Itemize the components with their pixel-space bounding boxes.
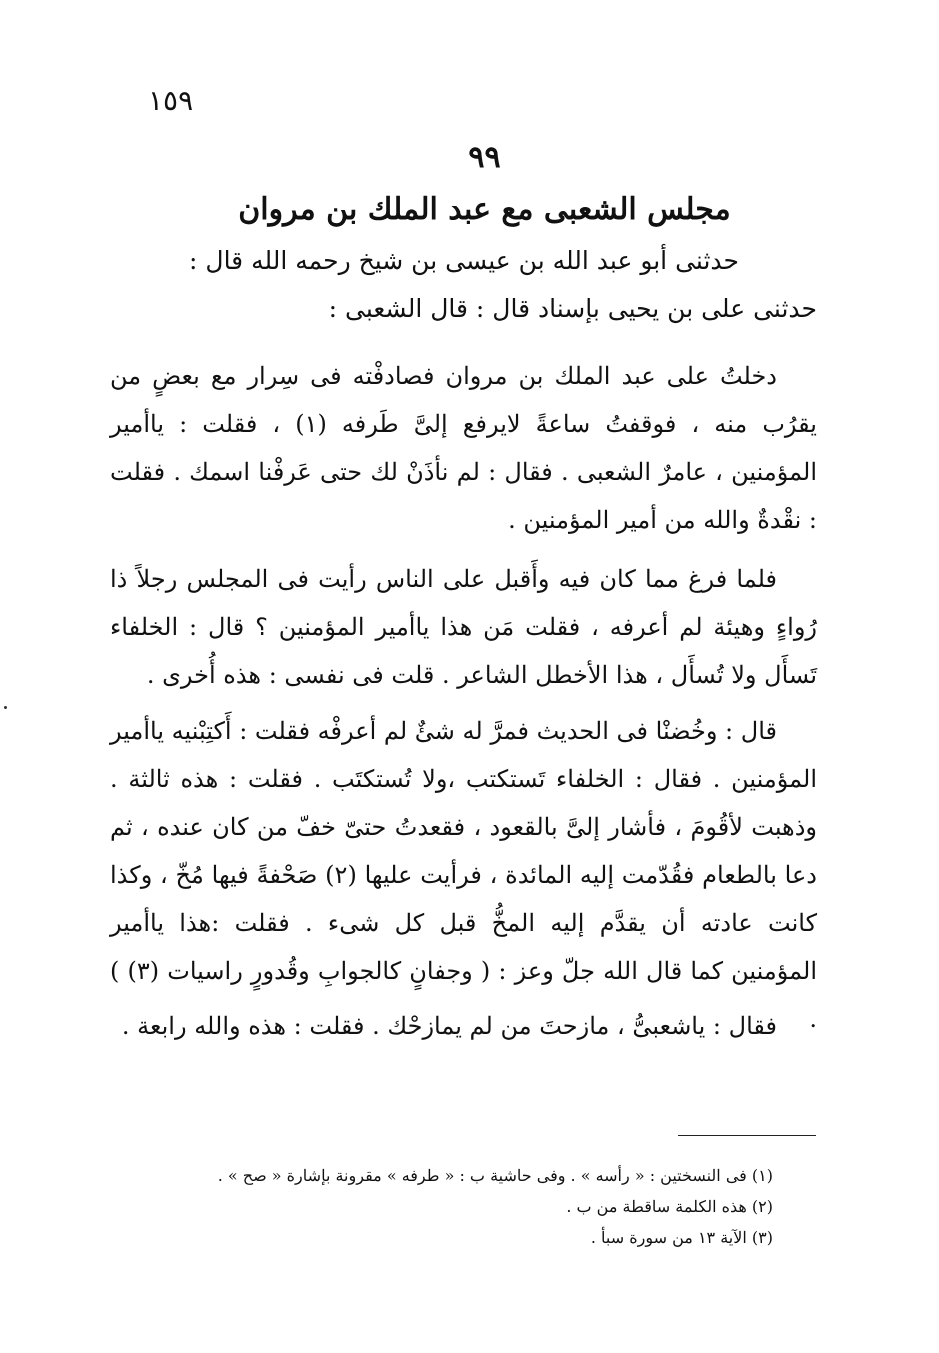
footnote-3: (٣) الآية ١٣ من سورة سبأ .	[590, 1228, 773, 1247]
section-title: مجلس الشعبى مع عبد الملك بن مروان	[238, 192, 731, 227]
paragraph-2	[110, 555, 817, 699]
paragraph-3	[110, 707, 817, 1043]
footnote-divider	[678, 1135, 816, 1136]
paragraph-3-text: قال : وخُضنْا فى الحديث فمرَّ له شئٌ لم أعرفْه فقلت : أَكتِبْنيه ياأمير المؤمنين . فقال : الخلفاء تَستكتب ،ولا تُستكتَب . فقلت : هذه ثالثة . وذهبت لأقُومَ ، فأشار إلىَّ بالقعود ، فقعدتُ حتىّ خفّ من كان عنده ، ثم دعا بالطعام فقُدّمت إليه المائدة ، فرأيت عليها (٢) صَحْفةً فيها مُخّ ، وكذا كانت عادته أن يقدَّم إليه المخُّ قبل كل شىء . فقلت :هذا ياأمير المؤمنين كما قال الله جلّ وعز : ( وجفانٍ كالجوابِ وقُدورٍ راسيات (٣) ) .	[110, 717, 818, 1033]
footnotes	[218, 1160, 773, 1253]
footnote-2: (٢) هذه الكلمة ساقطة من ب .	[566, 1197, 773, 1216]
paragraph-4-text: فقال : ياشعبىُّ ، مازحتَ من لم يمازحْك . فقلت : هذه والله رابعة .	[121, 1012, 777, 1040]
page-number: ١٥٩	[148, 84, 194, 117]
paragraph-2-text: فلما فرغ مما كان فيه وأَقبل على الناس رأيت فى المجلس رجلاً ذا رُواءٍ وهيئة لم أعرفه ، فقلت مَن هذا ياأمير المؤمنين ؟ قال : الخلفاء تَسأَل ولا تُسأَل ، هذا الأخطل الشاعر . قلت فى نفسى : هذه أُخرى .	[110, 565, 817, 689]
section-number: ٩٩	[468, 140, 501, 175]
scan-speck	[4, 706, 7, 709]
paragraph-4	[110, 1002, 817, 1050]
isnad-line-1: حدثنى أبو عبد الله بن عيسى بن شيخ رحمه الله قال :	[189, 246, 739, 275]
isnad-line-2: حدثنى على بن يحيى بإسناد قال : قال الشعبى :	[328, 294, 817, 323]
paragraph-1	[110, 352, 817, 544]
paragraph-1-text: دخلتُ على عبد الملك بن مروان فصادفْته فى سِرار مع بعضٍ من يقرُب منه ، فوقفتُ ساعةً لايرفع إلىَّ طَرفه (١) ، فقلت : ياأمير المؤمنين ، عامرٌ الشعبى . فقال : لم نأذَنْ لك حتى عَرفْنا اسمك . فقلت : نقْدةٌ والله من أمير المؤمنين .	[110, 362, 817, 534]
footnote-1: (١) فى النسختين : « رأسه » . وفى حاشية ب : « طرفه » مقرونة بإشارة « صح » .	[217, 1166, 773, 1185]
